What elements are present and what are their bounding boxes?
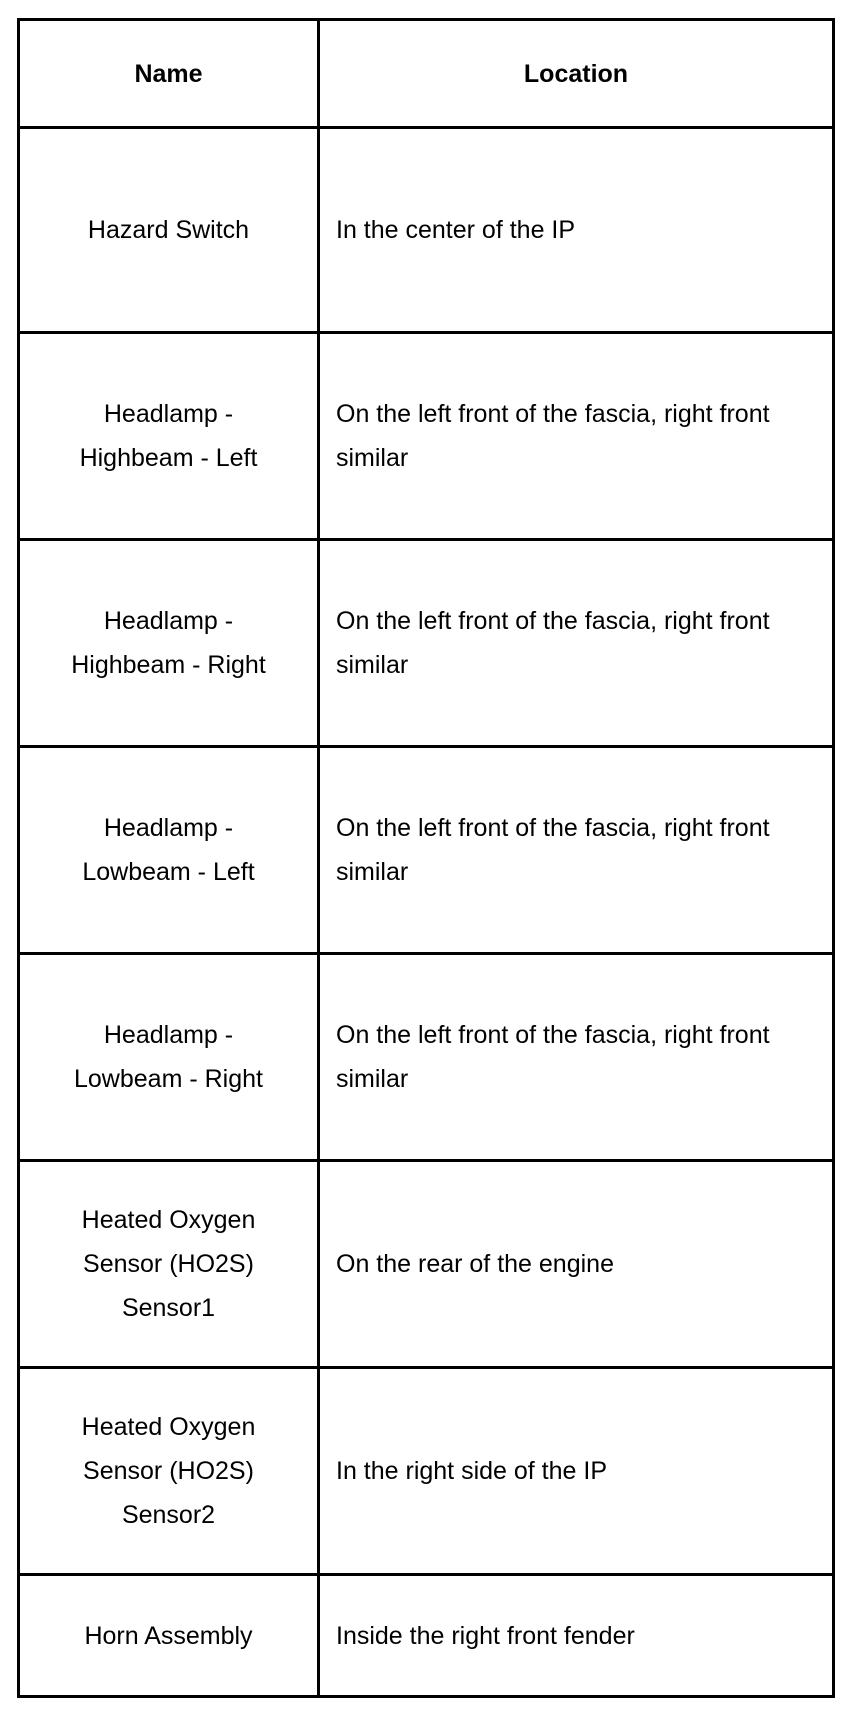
component-name-cell: [19, 1161, 319, 1368]
component-name-line: Heated Oxygen: [81, 1413, 256, 1441]
component-name-cell: [19, 1368, 319, 1575]
component-name-line: Highbeam - Left: [79, 444, 258, 472]
table-row: [19, 954, 834, 1161]
component-name-line: Hazard Switch: [87, 216, 250, 244]
table-row: [19, 128, 834, 333]
component-name-line: Headlamp -: [103, 400, 234, 428]
component-name-cell: [19, 128, 319, 333]
component-location-cell: On the left front of the fascia, right front similar: [319, 954, 834, 1161]
component-name-cell: [19, 333, 319, 540]
component-name-cell: [19, 954, 319, 1161]
component-location-cell: On the left front of the fascia, right front similar: [319, 540, 834, 747]
component-name-line: Horn Assembly: [84, 1621, 253, 1650]
component-location-cell: On the left front of the fascia, right front similar: [319, 333, 834, 540]
component-location-cell: Inside the right front fender: [319, 1575, 834, 1697]
component-name-line: Headlamp -: [103, 1021, 234, 1049]
component-location-cell: In the right side of the IP: [319, 1368, 834, 1575]
location-column-header: Location: [319, 20, 834, 128]
component-name-line: Sensor1: [121, 1294, 216, 1322]
table-row: [19, 1368, 834, 1575]
component-location-cell: On the left front of the fascia, right front similar: [319, 747, 834, 954]
table-row: [19, 747, 834, 954]
component-name-line: Heated Oxygen: [81, 1206, 256, 1234]
table-row: [19, 333, 834, 540]
component-location-cell: In the center of the IP: [319, 128, 834, 333]
component-name-cell: [19, 540, 319, 747]
component-name-line: Sensor (HO2S): [83, 1250, 254, 1278]
component-name-line: Headlamp -: [103, 607, 234, 635]
component-locator-table: [17, 18, 835, 1698]
component-name-line: Lowbeam - Right: [74, 1065, 263, 1093]
component-location-cell: On the rear of the engine: [319, 1161, 834, 1368]
table-row: [19, 1161, 834, 1368]
table-row: [19, 540, 834, 747]
name-column-header: Name: [19, 20, 319, 128]
component-name-line: Highbeam - Right: [71, 651, 266, 679]
table-row: [19, 1575, 834, 1697]
component-name-line: Headlamp -: [103, 814, 234, 842]
header-row: [19, 20, 834, 128]
component-name-line: Sensor (HO2S): [83, 1457, 254, 1485]
component-name-cell: [19, 1575, 319, 1697]
component-name-cell: [19, 747, 319, 954]
component-name-line: Sensor2: [121, 1501, 216, 1529]
component-name-line: Lowbeam - Left: [82, 858, 255, 886]
